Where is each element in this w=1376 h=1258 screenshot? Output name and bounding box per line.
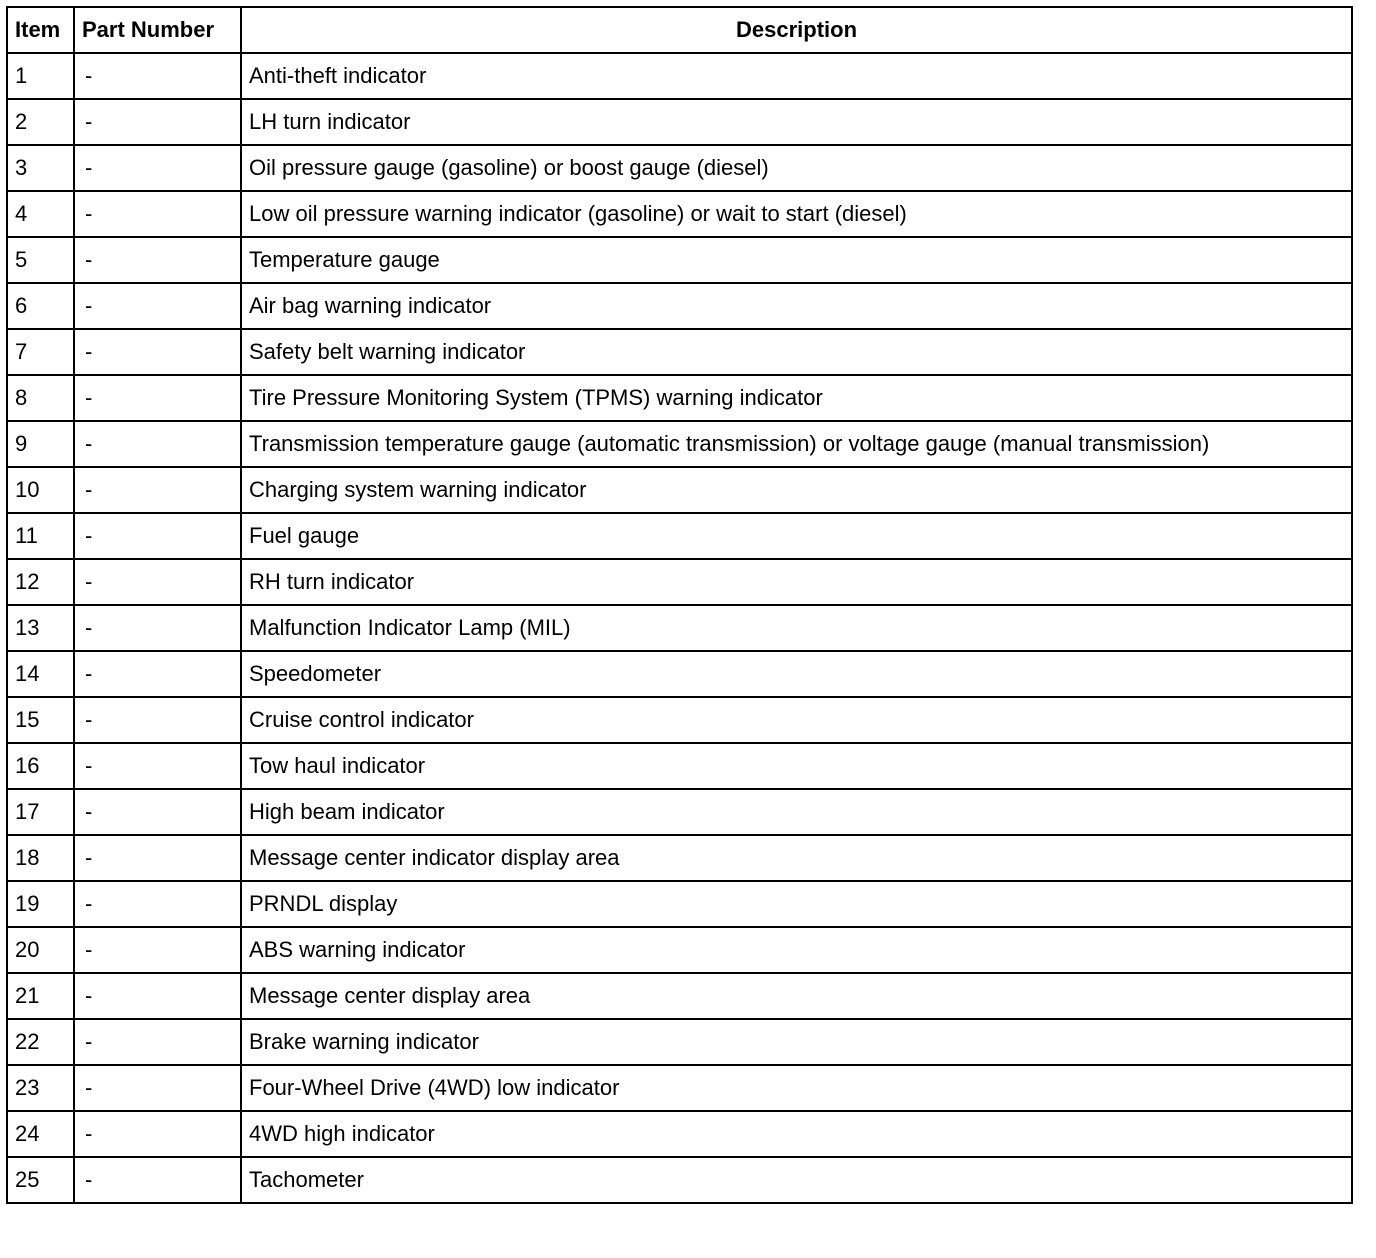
description-cell: Message center display area (241, 973, 1352, 1019)
part-number-cell: - (74, 283, 241, 329)
part-number-cell: - (74, 881, 241, 927)
table-row (7, 513, 1352, 559)
part-number-cell: - (74, 835, 241, 881)
table-row (7, 697, 1352, 743)
table-row (7, 421, 1352, 467)
part-number-cell: - (74, 697, 241, 743)
part-number-cell: - (74, 513, 241, 559)
part-number-cell: - (74, 927, 241, 973)
description-cell: Cruise control indicator (241, 697, 1352, 743)
part-number-cell: - (74, 99, 241, 145)
description-cell: Anti-theft indicator (241, 53, 1352, 99)
description-cell: Transmission temperature gauge (automatic transmission) or voltage gauge (manual transmission) (241, 421, 1352, 467)
part-number-cell: - (74, 559, 241, 605)
description-cell: ABS warning indicator (241, 927, 1352, 973)
parts-table (6, 6, 1353, 1204)
part-number-cell: - (74, 329, 241, 375)
table-body (7, 53, 1352, 1203)
table-header-row (7, 7, 1352, 53)
item-cell: 18 (7, 835, 74, 881)
table-row (7, 1111, 1352, 1157)
item-cell: 5 (7, 237, 74, 283)
table-row (7, 237, 1352, 283)
table-row (7, 145, 1352, 191)
description-cell: Four-Wheel Drive (4WD) low indicator (241, 1065, 1352, 1111)
part-number-cell: - (74, 1157, 241, 1203)
part-number-cell: - (74, 421, 241, 467)
item-cell: 12 (7, 559, 74, 605)
part-number-cell: - (74, 191, 241, 237)
item-cell: 10 (7, 467, 74, 513)
description-cell: Speedometer (241, 651, 1352, 697)
part-number-cell: - (74, 467, 241, 513)
header-description: Description (241, 7, 1352, 53)
part-number-cell: - (74, 145, 241, 191)
part-number-cell: - (74, 237, 241, 283)
item-cell: 14 (7, 651, 74, 697)
part-number-cell: - (74, 651, 241, 697)
item-cell: 1 (7, 53, 74, 99)
table-row (7, 559, 1352, 605)
table-row (7, 881, 1352, 927)
description-cell: Charging system warning indicator (241, 467, 1352, 513)
description-cell: Malfunction Indicator Lamp (MIL) (241, 605, 1352, 651)
description-cell: Brake warning indicator (241, 1019, 1352, 1065)
header-item: Item (7, 7, 74, 53)
item-cell: 20 (7, 927, 74, 973)
part-number-cell: - (74, 1111, 241, 1157)
description-cell: PRNDL display (241, 881, 1352, 927)
description-cell: Safety belt warning indicator (241, 329, 1352, 375)
part-number-cell: - (74, 1019, 241, 1065)
part-number-cell: - (74, 1065, 241, 1111)
table-row (7, 375, 1352, 421)
table-row (7, 329, 1352, 375)
table-row (7, 191, 1352, 237)
description-cell: 4WD high indicator (241, 1111, 1352, 1157)
item-cell: 25 (7, 1157, 74, 1203)
description-cell: Tachometer (241, 1157, 1352, 1203)
table-row (7, 1065, 1352, 1111)
table-row (7, 53, 1352, 99)
header-part-number: Part Number (74, 7, 241, 53)
item-cell: 2 (7, 99, 74, 145)
table-row (7, 1019, 1352, 1065)
part-number-cell: - (74, 789, 241, 835)
table-row (7, 973, 1352, 1019)
part-number-cell: - (74, 375, 241, 421)
part-number-cell: - (74, 743, 241, 789)
description-cell: LH turn indicator (241, 99, 1352, 145)
table-row (7, 651, 1352, 697)
item-cell: 9 (7, 421, 74, 467)
item-cell: 23 (7, 1065, 74, 1111)
item-cell: 16 (7, 743, 74, 789)
item-cell: 7 (7, 329, 74, 375)
description-cell: Message center indicator display area (241, 835, 1352, 881)
item-cell: 6 (7, 283, 74, 329)
table-row (7, 835, 1352, 881)
table-row (7, 467, 1352, 513)
item-cell: 4 (7, 191, 74, 237)
description-cell: Tire Pressure Monitoring System (TPMS) warning indicator (241, 375, 1352, 421)
item-cell: 3 (7, 145, 74, 191)
table-row (7, 743, 1352, 789)
description-cell: Tow haul indicator (241, 743, 1352, 789)
description-cell: Low oil pressure warning indicator (gasoline) or wait to start (diesel) (241, 191, 1352, 237)
item-cell: 13 (7, 605, 74, 651)
item-cell: 19 (7, 881, 74, 927)
description-cell: RH turn indicator (241, 559, 1352, 605)
description-cell: High beam indicator (241, 789, 1352, 835)
item-cell: 15 (7, 697, 74, 743)
description-cell: Oil pressure gauge (gasoline) or boost gauge (diesel) (241, 145, 1352, 191)
part-number-cell: - (74, 605, 241, 651)
part-number-cell: - (74, 53, 241, 99)
table-row (7, 605, 1352, 651)
description-cell: Temperature gauge (241, 237, 1352, 283)
part-number-cell: - (74, 973, 241, 1019)
item-cell: 21 (7, 973, 74, 1019)
item-cell: 8 (7, 375, 74, 421)
table-row (7, 283, 1352, 329)
item-cell: 24 (7, 1111, 74, 1157)
item-cell: 11 (7, 513, 74, 559)
description-cell: Fuel gauge (241, 513, 1352, 559)
table-row (7, 789, 1352, 835)
table-row (7, 1157, 1352, 1203)
table-row (7, 99, 1352, 145)
table-row (7, 927, 1352, 973)
description-cell: Air bag warning indicator (241, 283, 1352, 329)
item-cell: 22 (7, 1019, 74, 1065)
item-cell: 17 (7, 789, 74, 835)
